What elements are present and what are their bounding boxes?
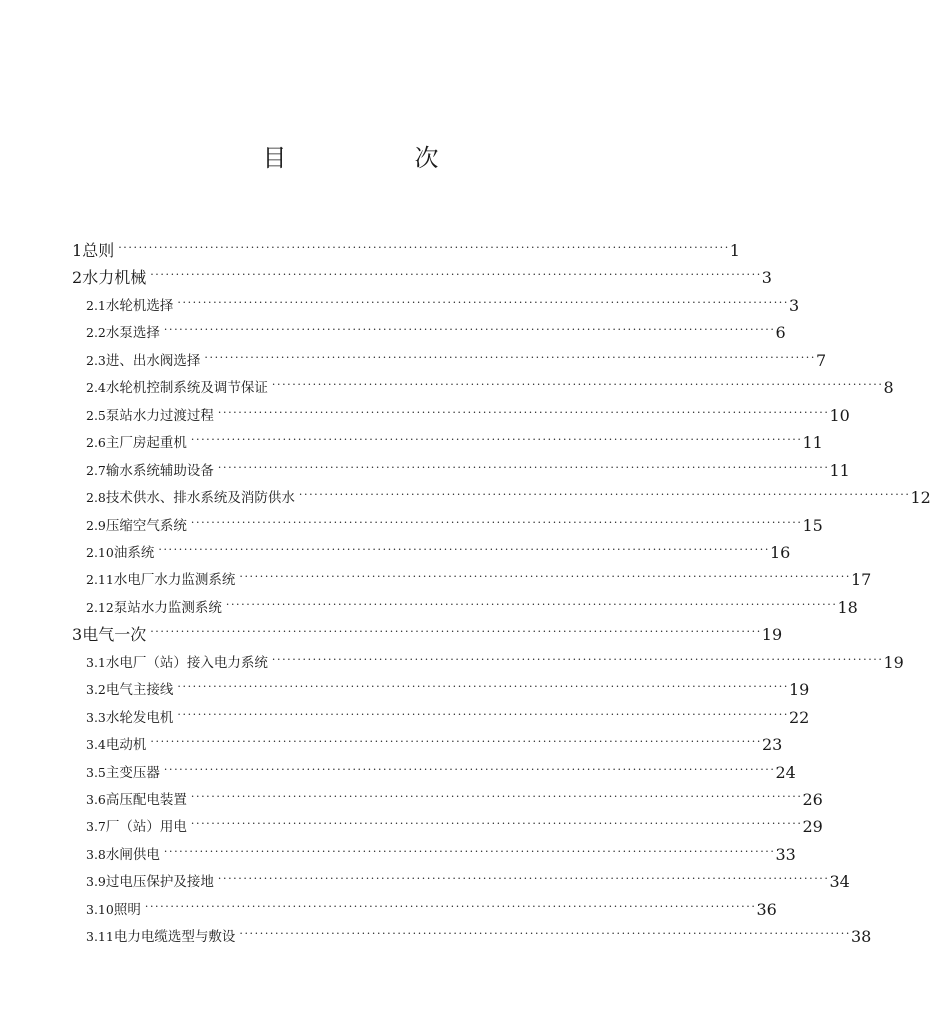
toc-entry-page-number: 36 xyxy=(756,899,777,919)
toc-entry-title: 水轮发电机 xyxy=(105,709,174,726)
toc-entry-title: 泵站水力过渡过程 xyxy=(105,407,214,424)
toc-entry-page-number: 11 xyxy=(829,460,850,480)
toc-entry-title: 总则 xyxy=(82,241,115,260)
toc-entry-title: 水泵选择 xyxy=(105,325,160,342)
toc-entry-number: 3.5 xyxy=(86,764,106,780)
toc-entry-page-number: 24 xyxy=(775,762,796,782)
toc-entry-number: 3.1 xyxy=(86,654,106,670)
toc-entry-title: 水电厂（站）接入电力系统 xyxy=(105,654,268,671)
dot-leader: ························································································································ xyxy=(190,790,803,803)
dot-leader: ························································································································ xyxy=(150,625,762,639)
toc-entry-page-number: 3 xyxy=(761,268,772,288)
toc-entry-page-number: 16 xyxy=(769,542,791,562)
toc-entry-title: 主变压器 xyxy=(105,764,160,781)
toc-entry xyxy=(86,512,823,536)
toc-entry-title: 水电厂水力监测系统 xyxy=(113,572,236,589)
dot-leader: ························································································································ xyxy=(190,515,803,529)
dot-leader: ························································································································ xyxy=(217,405,830,419)
dot-leader: ························································································································ xyxy=(163,844,776,858)
toc-entry-number: 3.8 xyxy=(86,846,106,862)
toc-entry-title: 电力电缆选型与敷设 xyxy=(113,929,236,946)
toc-entry-page-number: 23 xyxy=(761,735,783,755)
toc-entry xyxy=(72,621,783,645)
dot-leader: ························································································································ xyxy=(204,350,816,364)
toc-entry-number: 2.7 xyxy=(86,462,106,478)
toc-entry-number: 3.7 xyxy=(86,819,106,835)
dot-leader: ························································································································ xyxy=(298,488,911,502)
dot-leader: ························································································································ xyxy=(163,762,776,776)
toc-entry xyxy=(86,457,850,481)
toc-entry xyxy=(86,704,810,728)
toc-entry-number: 2.9 xyxy=(86,517,106,533)
toc-entry-page-number: 1 xyxy=(729,241,740,260)
toc-entry xyxy=(86,813,823,837)
dot-leader: ························································································································ xyxy=(239,927,851,941)
toc-entry-number: 2.12 xyxy=(86,599,114,615)
toc-entry-title: 进、出水阀选择 xyxy=(105,352,201,369)
toc-entry-number: 2.1 xyxy=(86,297,106,313)
toc-entry-title: 输水系统辅助设备 xyxy=(105,462,214,479)
toc-entry xyxy=(86,566,872,590)
toc-entry-number: 2.2 xyxy=(86,325,106,341)
toc-entry-title: 主厂房起重机 xyxy=(105,435,187,452)
dot-leader: ························································································································ xyxy=(177,707,789,721)
toc-entry-number: 2 xyxy=(72,268,83,288)
toc-entry-page-number: 8 xyxy=(883,378,894,398)
toc-entry-title: 水轮机选择 xyxy=(105,297,174,314)
toc-entry-page-number: 12 xyxy=(910,488,931,508)
toc-entry-number: 2.3 xyxy=(86,352,106,368)
toc-entry-page-number: 26 xyxy=(802,790,823,809)
dot-leader: ························································································································ xyxy=(177,680,789,694)
toc-entry-number: 2.10 xyxy=(86,544,114,560)
dot-leader: ························································································································ xyxy=(150,268,762,282)
toc-entry-number: 3.4 xyxy=(86,737,106,753)
toc-entry-title: 厂（站）用电 xyxy=(105,819,187,836)
toc-entry-page-number: 38 xyxy=(850,927,872,947)
toc-entry-number: 3 xyxy=(72,625,83,645)
toc-entry xyxy=(86,676,810,700)
toc-entry-page-number: 6 xyxy=(775,323,786,343)
toc-entry xyxy=(86,841,796,865)
dot-leader: ························································································································ xyxy=(150,735,762,749)
toc-entry-title: 水力机械 xyxy=(82,268,147,288)
dot-leader: ························································································································ xyxy=(217,872,830,886)
toc-entry xyxy=(86,786,823,810)
toc-entry-title: 油系统 xyxy=(113,544,155,561)
toc-entry-title: 技术供水、排水系统及消防供水 xyxy=(105,490,295,507)
toc-entry-title: 电动机 xyxy=(105,737,147,754)
toc-entry-number: 3.2 xyxy=(86,682,106,698)
toc-entry-number: 3.11 xyxy=(86,929,114,945)
toc-entry-number: 2.8 xyxy=(86,490,106,506)
toc-entry xyxy=(86,649,904,673)
toc-entry xyxy=(86,896,777,920)
dot-leader: ························································································································ xyxy=(271,378,884,392)
toc-entry-page-number: 15 xyxy=(802,515,823,535)
dot-leader: ························································································································ xyxy=(158,542,770,556)
toc-entry-number: 2.5 xyxy=(86,407,106,423)
toc-entry-title: 电气一次 xyxy=(82,625,147,645)
toc-entry-title: 水闸供电 xyxy=(105,846,160,863)
toc-entry-page-number: 19 xyxy=(883,652,904,672)
toc-entry xyxy=(86,292,800,316)
toc-entry xyxy=(86,319,786,343)
dot-leader: ························································································································ xyxy=(163,323,776,337)
toc-entry-page-number: 19 xyxy=(761,625,783,645)
dot-leader: ························································································································ xyxy=(239,570,851,584)
toc-entry xyxy=(86,347,827,371)
toc-entry-page-number: 22 xyxy=(788,707,810,727)
toc-entry-page-number: 11 xyxy=(802,433,823,453)
toc-entry-number: 2.6 xyxy=(86,435,106,451)
toc-entry xyxy=(86,594,858,618)
toc-entry-title: 电气主接线 xyxy=(105,682,174,699)
dot-leader: ························································································································ xyxy=(271,652,884,666)
toc-entry-title: 泵站水力监测系统 xyxy=(113,599,222,616)
toc-entry-page-number: 18 xyxy=(837,597,858,617)
dot-leader: ························································································································ xyxy=(177,295,789,309)
toc-entry xyxy=(72,264,772,288)
toc-entry-page-number: 29 xyxy=(802,817,823,837)
toc-entry xyxy=(86,402,850,426)
toc-entry-number: 3.6 xyxy=(86,792,106,807)
dot-leader: ························································································································ xyxy=(225,597,838,611)
dot-leader: ························································································································ xyxy=(190,817,803,831)
toc-entry-title: 过电压保护及接地 xyxy=(105,874,214,891)
dot-leader: ························································································································ xyxy=(118,241,730,254)
toc-entry-number: 3.3 xyxy=(86,709,106,725)
toc-entry-page-number: 10 xyxy=(829,405,850,425)
toc-entry-page-number: 19 xyxy=(788,680,810,700)
toc-entry-title: 高压配电装置 xyxy=(105,792,187,808)
dot-leader: ························································································································ xyxy=(144,899,757,913)
toc-entry xyxy=(86,374,894,398)
toc-entry-page-number: 33 xyxy=(775,844,796,864)
toc-entry xyxy=(86,429,823,453)
toc-entry-number: 3.10 xyxy=(86,901,114,917)
toc-entry xyxy=(86,759,796,783)
toc-entry xyxy=(86,731,783,755)
toc-entry-page-number: 34 xyxy=(829,872,850,892)
toc-entry-number: 3.9 xyxy=(86,874,106,890)
toc-entry xyxy=(86,923,872,947)
toc-entry-title: 照明 xyxy=(113,901,141,918)
toc-entry-page-number: 3 xyxy=(788,295,800,315)
toc-entry xyxy=(86,868,850,892)
toc-entry-title: 压缩空气系统 xyxy=(105,517,187,534)
toc-entry-page-number: 17 xyxy=(850,570,872,590)
toc-entry-page-number: 7 xyxy=(815,350,827,370)
toc-entry-title: 水轮机控制系统及调节保证 xyxy=(105,380,268,397)
toc-entry-number: 1 xyxy=(72,241,83,260)
dot-leader: ························································································································ xyxy=(217,460,830,474)
dot-leader: ························································································································ xyxy=(190,433,803,447)
toc-entry xyxy=(86,484,931,508)
toc-entry xyxy=(72,237,740,261)
page-title: 目 次 xyxy=(262,144,491,172)
toc-entry-number: 2.4 xyxy=(86,380,106,396)
toc-entry xyxy=(86,539,791,563)
toc-entry-number: 2.11 xyxy=(86,572,114,588)
